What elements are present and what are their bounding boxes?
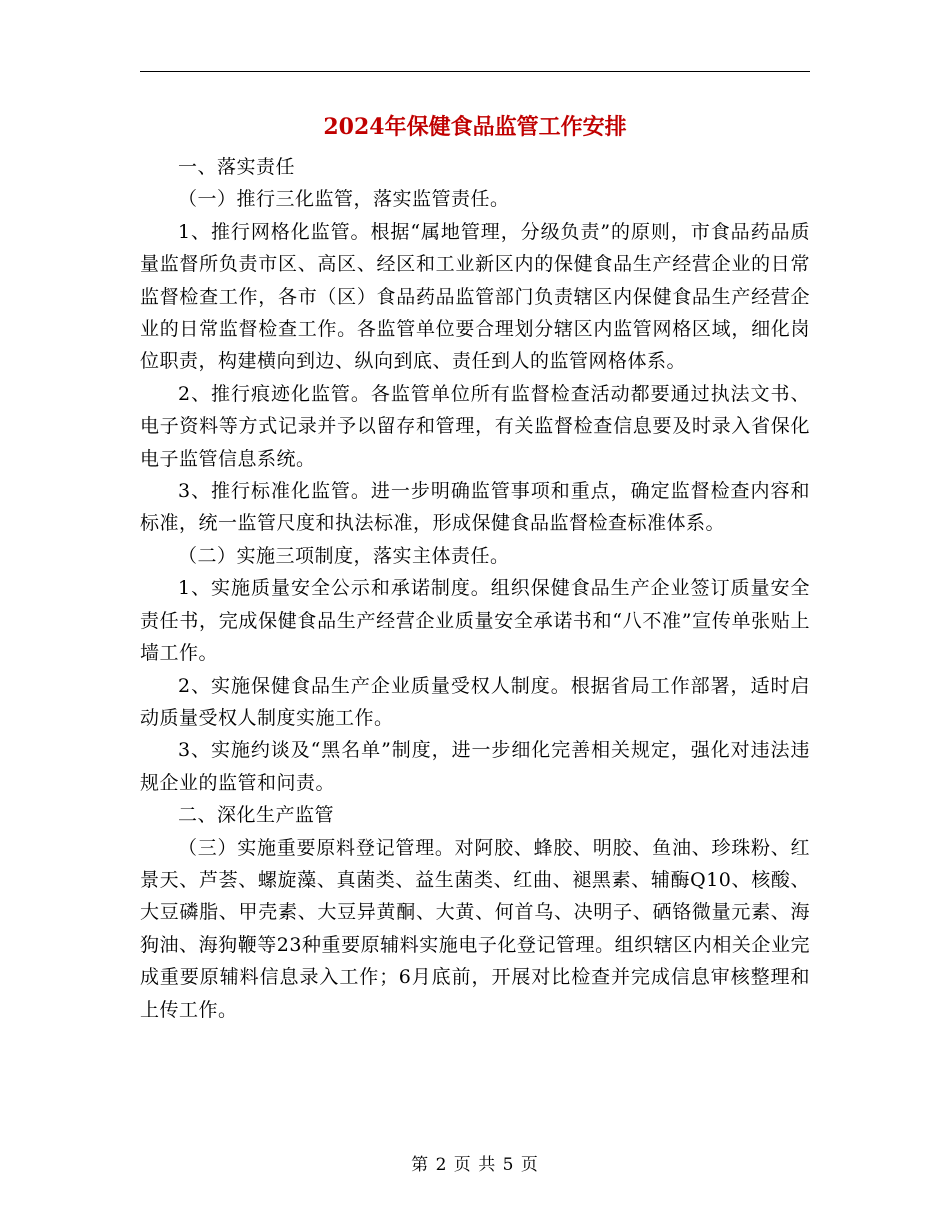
document-title: 2024年保健食品监管工作安排 <box>323 114 627 140</box>
paragraph-standard-supervision: 3、推行标准化监管。进一步明确监管事项和重点，确定监督检查内容和标准，统一监管尺度和执法标准，形成保健食品监督检查标准体系。 <box>140 480 810 535</box>
paragraph-blacklist: 3、实施约谈及“黑名单”制度，进一步细化完善相关规定，强化对违法违规企业的监管和问责。 <box>140 739 810 794</box>
section-heading-2: 二、深化生产监管 <box>178 804 335 827</box>
paragraph-quality-authorized-person: 2、实施保健食品生产企业质量受权人制度。根据省局工作部署，适时启动质量受权人制度实施工作。 <box>140 674 810 729</box>
section-heading-1: 一、落实责任 <box>178 156 296 178</box>
paragraph-quality-commitment: 1、实施质量安全公示和承诺制度。组织保健食品生产企业签订质量安全责任书，完成保健食品生产经营企业质量安全承诺书和“八不准”宣传单张贴上墙工作。 <box>140 577 810 665</box>
paragraph-raw-material-registration: （三）实施重要原料登记管理。对阿胶、蜂胶、明胶、鱼油、珍珠粉、红景天、芦荟、螺旋藻、真菌类、益生菌类、红曲、褪黑素、辅酶Q10、核酸、大豆磷脂、甲壳素、大豆异黄酮、大黄、何首乌、决明子、硒铬微量元素、海狗油、海狗鞭等23种重要原辅料实施电子化登记管理。组织辖区内相关企业完成重要原辅料信息录入工作；6月底前，开展对比检查并完成信息审核整理和上传工作。 <box>140 836 810 1021</box>
subsection-heading-2: （二）实施三项制度，落实主体责任。 <box>178 544 510 567</box>
page-number-footer: 第 2 页 共 5 页 <box>411 1155 539 1175</box>
paragraph-trace-supervision: 2、推行痕迹化监管。各监管单位所有监督检查活动都要通过执法文书、电子资料等方式记录并予以留存和管理，有关监督检查信息要及时录入省保化电子监管信息系统。 <box>140 382 810 470</box>
header-rule <box>140 71 810 72</box>
document-body <box>140 151 810 1026</box>
subsection-heading-1: （一）推行三化监管，落实监管责任。 <box>178 188 510 211</box>
paragraph-grid-supervision: 1、推行网格化监管。根据“属地管理，分级负责”的原则，市食品药品质量监督所负责市区、高区、经区和工业新区内的保健食品生产经营企业的日常监督检查工作，各市（区）食品药品监管部门负责辖区内保健食品生产经营企业的日常监督检查工作。各监管单位要合理划分辖区内监管网格区域，细化岗位职责，构建横向到边、纵向到底、责任到人的监管网格体系。 <box>140 220 810 373</box>
